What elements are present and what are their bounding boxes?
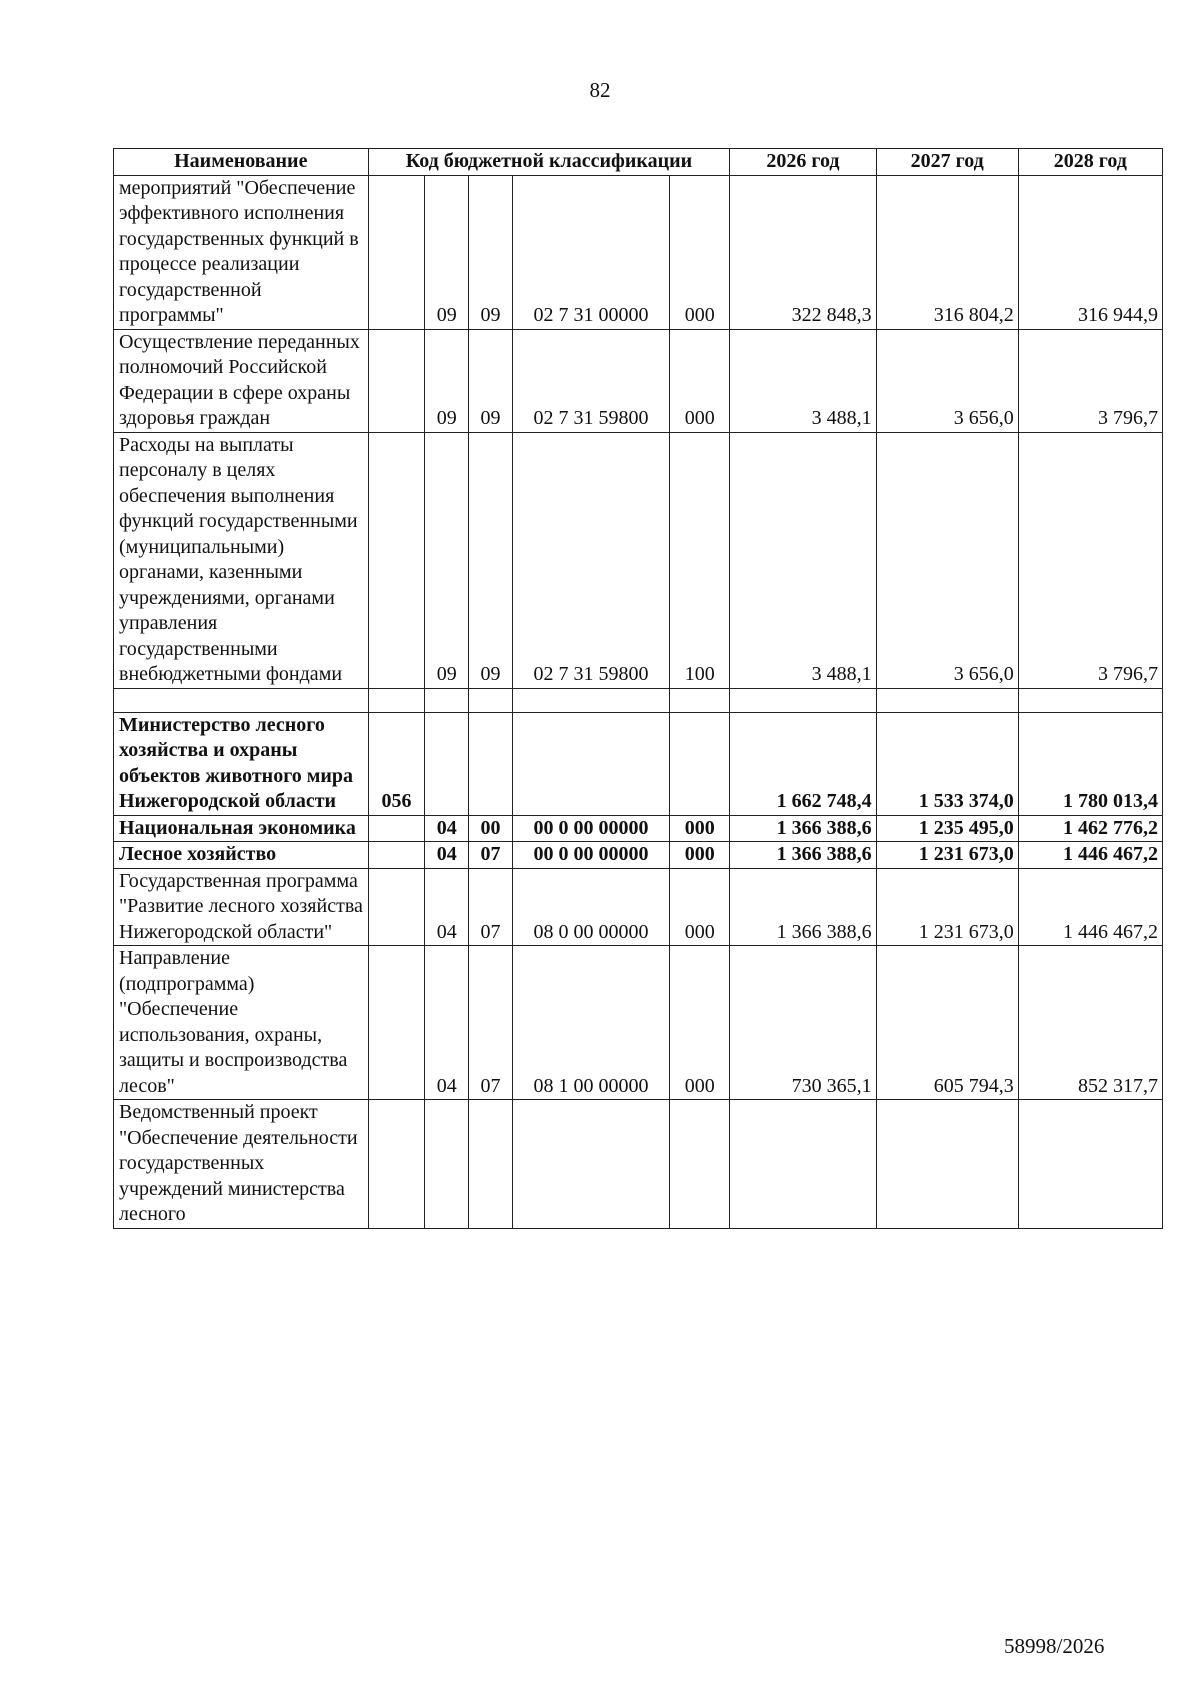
table-row <box>114 432 1163 688</box>
cell-2027 <box>876 688 1018 712</box>
cell-target-article: 08 0 00 00000 <box>512 868 669 946</box>
cell-section: 04 <box>425 868 469 946</box>
cell-2027: 1 533 374,0 <box>876 712 1018 815</box>
cell-section: 09 <box>425 175 469 329</box>
cell-target-article: 00 0 00 00000 <box>512 842 669 869</box>
cell-expense-type <box>670 688 730 712</box>
cell-target-article: 02 7 31 59800 <box>512 432 669 688</box>
cell-2028: 316 944,9 <box>1018 175 1162 329</box>
table-header-row <box>114 149 1163 176</box>
cell-name: Направление (подпрограмма) "Обеспечение использования, охраны, защиты и воспроизводства лесов" <box>114 946 369 1100</box>
cell-name <box>114 688 369 712</box>
cell-2027: 1 231 673,0 <box>876 868 1018 946</box>
cell-2026: 1 366 388,6 <box>730 842 876 869</box>
cell-2026: 1 366 388,6 <box>730 815 876 842</box>
cell-2026: 3 488,1 <box>730 432 876 688</box>
cell-subsection: 09 <box>469 432 513 688</box>
cell-expense-type: 000 <box>670 842 730 869</box>
cell-name: Расходы на выплаты персоналу в целях обеспечения выполнения функций государственными (муниципальными) органами, казенными учреждениями, органами управления государственными внебюджетными фондами <box>114 432 369 688</box>
table-row <box>114 175 1163 329</box>
cell-2028 <box>1018 1100 1162 1229</box>
table-row <box>114 329 1163 432</box>
table-row <box>114 688 1163 712</box>
cell-subsection <box>469 1100 513 1229</box>
table-row <box>114 842 1163 869</box>
cell-name: Осуществление переданных полномочий Российской Федерации в сфере охраны здоровья граждан <box>114 329 369 432</box>
cell-2026 <box>730 1100 876 1229</box>
cell-dept-code <box>368 868 425 946</box>
cell-name: мероприятий "Обеспечение эффективного исполнения государственных функций в процессе реализации государственной программы" <box>114 175 369 329</box>
cell-dept-code <box>368 688 425 712</box>
cell-dept-code <box>368 946 425 1100</box>
cell-subsection: 09 <box>469 329 513 432</box>
cell-section: 04 <box>425 946 469 1100</box>
cell-2028: 852 317,7 <box>1018 946 1162 1100</box>
budget-table <box>113 148 1163 1229</box>
cell-name: Ведомственный проект "Обеспечение деятельности государственных учреждений министерства лесного <box>114 1100 369 1229</box>
cell-2026: 322 848,3 <box>730 175 876 329</box>
table-row <box>114 868 1163 946</box>
cell-expense-type <box>670 712 730 815</box>
cell-target-article <box>512 688 669 712</box>
cell-target-article: 00 0 00 00000 <box>512 815 669 842</box>
cell-name: Национальная экономика <box>114 815 369 842</box>
cell-2028: 1 446 467,2 <box>1018 868 1162 946</box>
cell-target-article: 02 7 31 59800 <box>512 329 669 432</box>
cell-2027: 316 804,2 <box>876 175 1018 329</box>
cell-2027: 3 656,0 <box>876 329 1018 432</box>
cell-expense-type: 100 <box>670 432 730 688</box>
cell-subsection: 09 <box>469 175 513 329</box>
cell-2026 <box>730 688 876 712</box>
cell-section: 09 <box>425 432 469 688</box>
cell-name: Министерство лесного хозяйства и охраны объектов животного мира Нижегородской области <box>114 712 369 815</box>
cell-2027 <box>876 1100 1018 1229</box>
cell-target-article: 08 1 00 00000 <box>512 946 669 1100</box>
cell-name: Лесное хозяйство <box>114 842 369 869</box>
cell-target-article <box>512 712 669 815</box>
header-2028: 2028 год <box>1018 149 1162 176</box>
cell-name: Государственная программа "Развитие лесного хозяйства Нижегородской области" <box>114 868 369 946</box>
cell-expense-type: 000 <box>670 815 730 842</box>
cell-target-article: 02 7 31 00000 <box>512 175 669 329</box>
cell-dept-code <box>368 1100 425 1229</box>
cell-subsection: 07 <box>469 868 513 946</box>
header-code: Код бюджетной классификации <box>368 149 730 176</box>
cell-2026: 3 488,1 <box>730 329 876 432</box>
cell-2028: 1 462 776,2 <box>1018 815 1162 842</box>
header-2026: 2026 год <box>730 149 876 176</box>
cell-section <box>425 712 469 815</box>
cell-section <box>425 1100 469 1229</box>
table-row <box>114 815 1163 842</box>
table-row <box>114 1100 1163 1229</box>
table-row <box>114 946 1163 1100</box>
cell-expense-type: 000 <box>670 868 730 946</box>
cell-expense-type: 000 <box>670 946 730 1100</box>
cell-2027: 605 794,3 <box>876 946 1018 1100</box>
cell-dept-code <box>368 175 425 329</box>
cell-2028: 3 796,7 <box>1018 329 1162 432</box>
header-2027: 2027 год <box>876 149 1018 176</box>
cell-2028: 1 780 013,4 <box>1018 712 1162 815</box>
header-name: Наименование <box>114 149 369 176</box>
cell-dept-code <box>368 329 425 432</box>
cell-expense-type <box>670 1100 730 1229</box>
cell-dept-code <box>368 815 425 842</box>
cell-section: 04 <box>425 815 469 842</box>
cell-section: 09 <box>425 329 469 432</box>
document-number: 58998/2026 <box>1004 1634 1105 1658</box>
page-number: 82 <box>589 78 611 102</box>
cell-subsection: 07 <box>469 946 513 1100</box>
cell-2026: 730 365,1 <box>730 946 876 1100</box>
cell-dept-code <box>368 432 425 688</box>
cell-expense-type: 000 <box>670 175 730 329</box>
table-body <box>114 175 1163 1228</box>
cell-subsection <box>469 712 513 815</box>
cell-subsection: 00 <box>469 815 513 842</box>
cell-subsection <box>469 688 513 712</box>
cell-subsection: 07 <box>469 842 513 869</box>
cell-2026: 1 662 748,4 <box>730 712 876 815</box>
cell-2026: 1 366 388,6 <box>730 868 876 946</box>
cell-2027: 1 235 495,0 <box>876 815 1018 842</box>
cell-section <box>425 688 469 712</box>
cell-dept-code: 056 <box>368 712 425 815</box>
cell-2028: 3 796,7 <box>1018 432 1162 688</box>
cell-dept-code <box>368 842 425 869</box>
cell-2028: 1 446 467,2 <box>1018 842 1162 869</box>
cell-2027: 3 656,0 <box>876 432 1018 688</box>
cell-2027: 1 231 673,0 <box>876 842 1018 869</box>
cell-section: 04 <box>425 842 469 869</box>
cell-2028 <box>1018 688 1162 712</box>
table-row <box>114 712 1163 815</box>
cell-expense-type: 000 <box>670 329 730 432</box>
cell-target-article <box>512 1100 669 1229</box>
